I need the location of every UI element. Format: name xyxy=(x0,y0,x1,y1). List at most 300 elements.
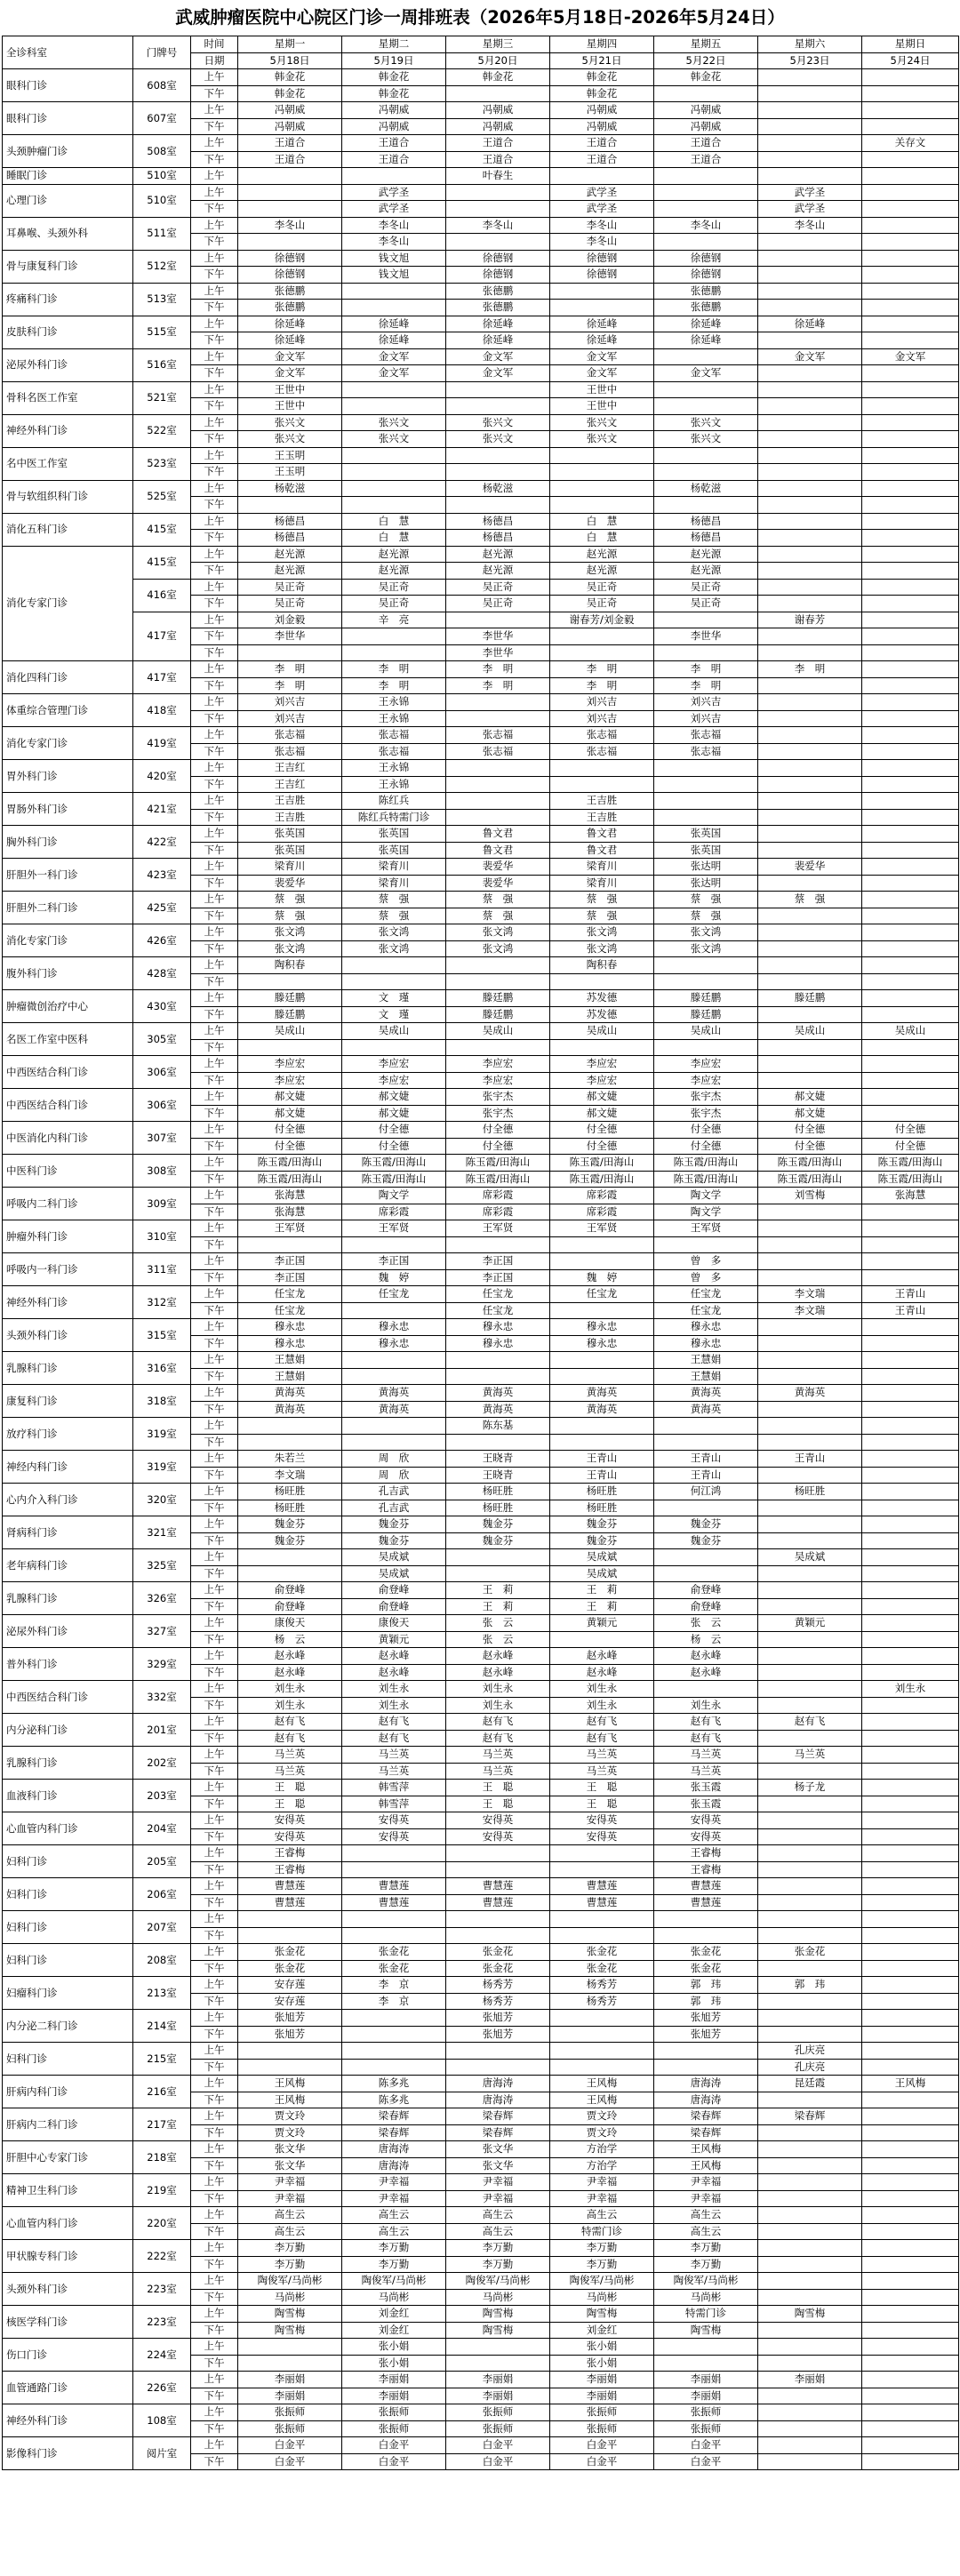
doctor-cell xyxy=(342,957,446,974)
doctor-cell: 吴成斌 xyxy=(342,1549,446,1566)
doctor-cell xyxy=(758,2256,862,2273)
session-label: 下午 xyxy=(191,2157,238,2174)
doctor-cell xyxy=(342,497,446,514)
department-name: 呼吸内二科门诊 xyxy=(3,1188,133,1220)
doctor-cell: 白金平 xyxy=(342,2437,446,2454)
doctor-cell xyxy=(342,644,446,661)
doctor-cell xyxy=(238,973,342,990)
doctor-cell xyxy=(654,957,758,974)
room-number: 525室 xyxy=(133,480,191,513)
doctor-cell: 梁春辉 xyxy=(446,2124,550,2141)
department-name: 消化专家门诊 xyxy=(3,924,133,957)
doctor-cell: 张志福 xyxy=(550,727,654,744)
doctor-cell xyxy=(550,1352,654,1369)
doctor-cell: 孔吉武 xyxy=(342,1500,446,1516)
doctor-cell: 张金花 xyxy=(654,1944,758,1961)
room-number: 329室 xyxy=(133,1648,191,1681)
room-number: 223室 xyxy=(133,2306,191,2339)
doctor-cell: 张英国 xyxy=(654,826,758,843)
doctor-cell xyxy=(758,644,862,661)
department-name: 血管通路门诊 xyxy=(3,2372,133,2404)
doctor-cell xyxy=(238,1039,342,1056)
doctor-cell: 李万勤 xyxy=(238,2256,342,2273)
doctor-cell: 唐海涛 xyxy=(654,2092,758,2108)
session-label: 下午 xyxy=(191,1960,238,1977)
doctor-cell: 安存莲 xyxy=(238,1993,342,2010)
room-number: 222室 xyxy=(133,2240,191,2273)
doctor-cell: 张达明 xyxy=(654,875,758,892)
doctor-cell xyxy=(862,1977,959,1994)
doctor-cell: 王世中 xyxy=(550,381,654,398)
doctor-cell: 李文瑞 xyxy=(758,1286,862,1303)
doctor-cell xyxy=(654,1681,758,1698)
doctor-cell xyxy=(758,1861,862,1878)
doctor-cell: 赵永峰 xyxy=(238,1664,342,1681)
doctor-cell: 陶雪梅 xyxy=(550,2306,654,2323)
room-number: 316室 xyxy=(133,1352,191,1385)
doctor-cell: 李正国 xyxy=(446,1269,550,1286)
doctor-cell: 冯朝威 xyxy=(654,102,758,119)
department-name: 胃外科门诊 xyxy=(3,760,133,793)
doctor-cell xyxy=(758,940,862,957)
doctor-cell: 李世华 xyxy=(238,628,342,645)
doctor-cell xyxy=(446,464,550,481)
room-number: 305室 xyxy=(133,1023,191,1056)
doctor-cell xyxy=(550,628,654,645)
doctor-cell: 赵永峰 xyxy=(238,1648,342,1665)
room-number: 521室 xyxy=(133,381,191,414)
doctor-cell xyxy=(862,776,959,793)
session-label: 上午 xyxy=(191,1418,238,1435)
doctor-cell: 裴爱华 xyxy=(446,875,550,892)
doctor-cell: 李 明 xyxy=(550,661,654,678)
doctor-cell xyxy=(862,250,959,267)
schedule-row xyxy=(3,2437,959,2454)
session-label: 下午 xyxy=(191,1434,238,1451)
doctor-cell xyxy=(446,1236,550,1253)
doctor-cell xyxy=(862,1451,959,1468)
doctor-cell: 张德鹏 xyxy=(238,283,342,300)
doctor-cell: 赵有飞 xyxy=(550,1730,654,1747)
doctor-cell: 吴正奇 xyxy=(238,596,342,612)
doctor-cell: 滕廷鹏 xyxy=(238,990,342,1007)
doctor-cell: 黄海英 xyxy=(446,1385,550,1402)
session-label: 下午 xyxy=(191,1335,238,1352)
doctor-cell xyxy=(654,760,758,777)
room-number: 220室 xyxy=(133,2207,191,2240)
doctor-cell: 郝文婕 xyxy=(342,1105,446,1122)
room-number: 508室 xyxy=(133,135,191,168)
doctor-cell xyxy=(758,414,862,431)
doctor-cell: 赵光源 xyxy=(550,563,654,580)
doctor-cell: 钱文旭 xyxy=(342,250,446,267)
session-label: 上午 xyxy=(191,793,238,810)
doctor-cell: 张文华 xyxy=(446,2157,550,2174)
doctor-cell: 蔡 强 xyxy=(550,892,654,908)
doctor-cell: 王 莉 xyxy=(550,1598,654,1615)
doctor-cell: 蔡 强 xyxy=(238,908,342,924)
doctor-cell: 安得英 xyxy=(342,1828,446,1845)
header-weekday: 星期五 xyxy=(654,36,758,53)
session-label: 上午 xyxy=(191,1385,238,1402)
session-label: 上午 xyxy=(191,513,238,530)
room-number: 阅片室 xyxy=(133,2437,191,2470)
doctor-cell: 李 明 xyxy=(238,661,342,678)
doctor-cell: 吴正奇 xyxy=(342,579,446,596)
doctor-cell xyxy=(758,727,862,744)
doctor-cell: 陈玉霞/田海山 xyxy=(758,1171,862,1188)
doctor-cell: 梁春辉 xyxy=(342,2108,446,2125)
doctor-cell: 陶雪梅 xyxy=(238,2322,342,2339)
doctor-cell xyxy=(654,1434,758,1451)
doctor-cell: 李应宏 xyxy=(342,1056,446,1073)
doctor-cell: 刘兴吉 xyxy=(238,694,342,711)
doctor-cell xyxy=(654,201,758,218)
doctor-cell xyxy=(758,85,862,102)
schedule-table xyxy=(2,36,959,2470)
doctor-cell: 金文军 xyxy=(238,348,342,365)
doctor-cell xyxy=(862,2273,959,2290)
doctor-cell xyxy=(758,1648,862,1665)
department-name: 精神卫生科门诊 xyxy=(3,2174,133,2207)
doctor-cell: 鲁文君 xyxy=(446,826,550,843)
schedule-row xyxy=(3,2108,959,2125)
doctor-cell: 张文鸿 xyxy=(446,940,550,957)
doctor-cell: 郭 玮 xyxy=(654,1993,758,2010)
doctor-cell: 马兰英 xyxy=(758,1747,862,1764)
doctor-cell xyxy=(862,1697,959,1714)
doctor-cell xyxy=(758,464,862,481)
doctor-cell: 李 明 xyxy=(238,677,342,694)
doctor-cell: 张 云 xyxy=(654,1615,758,1632)
doctor-cell: 吴正奇 xyxy=(446,596,550,612)
schedule-row xyxy=(3,513,959,530)
schedule-row xyxy=(3,579,959,596)
session-label: 下午 xyxy=(191,234,238,251)
doctor-cell: 赵有飞 xyxy=(654,1714,758,1731)
department-name: 胃肠外科门诊 xyxy=(3,793,133,826)
doctor-cell xyxy=(342,480,446,497)
doctor-cell xyxy=(862,497,959,514)
doctor-cell: 蔡 强 xyxy=(550,908,654,924)
doctor-cell xyxy=(758,1911,862,1928)
doctor-cell xyxy=(862,2437,959,2454)
doctor-cell: 徐延峰 xyxy=(446,316,550,332)
schedule-row xyxy=(3,1188,959,1204)
doctor-cell: 金文军 xyxy=(758,348,862,365)
room-number: 523室 xyxy=(133,447,191,480)
doctor-cell: 付全德 xyxy=(862,1122,959,1139)
department-name: 头颈外科门诊 xyxy=(3,2273,133,2306)
doctor-cell: 王青山 xyxy=(550,1467,654,1484)
doctor-cell: 高生云 xyxy=(550,2207,654,2224)
doctor-cell: 陶雪梅 xyxy=(758,2306,862,2323)
room-number: 516室 xyxy=(133,348,191,381)
doctor-cell: 李应宏 xyxy=(654,1072,758,1089)
doctor-cell: 王道合 xyxy=(654,151,758,168)
doctor-cell xyxy=(862,826,959,843)
doctor-cell: 张文鸿 xyxy=(654,940,758,957)
doctor-cell xyxy=(758,1056,862,1073)
doctor-cell: 杨子龙 xyxy=(758,1780,862,1796)
doctor-cell xyxy=(654,776,758,793)
doctor-cell: 张旭芳 xyxy=(446,2010,550,2027)
doctor-cell: 王睿梅 xyxy=(654,1845,758,1862)
doctor-cell xyxy=(550,283,654,300)
doctor-cell: 吴正奇 xyxy=(550,579,654,596)
doctor-cell: 王玉明 xyxy=(238,447,342,464)
doctor-cell: 陶俊军/马尚彬 xyxy=(550,2273,654,2290)
doctor-cell xyxy=(758,381,862,398)
doctor-cell: 吴成山 xyxy=(238,1023,342,1040)
doctor-cell xyxy=(862,480,959,497)
department-name: 头颈肿瘤门诊 xyxy=(3,135,133,168)
doctor-cell xyxy=(550,2010,654,2027)
doctor-cell xyxy=(446,1434,550,1451)
doctor-cell: 冯朝威 xyxy=(238,118,342,135)
doctor-cell xyxy=(862,1911,959,1928)
doctor-cell: 方治学 xyxy=(550,2141,654,2158)
session-label: 下午 xyxy=(191,809,238,826)
doctor-cell xyxy=(342,2026,446,2043)
session-label: 上午 xyxy=(191,217,238,234)
session-label: 上午 xyxy=(191,1056,238,1073)
doctor-cell: 赵光源 xyxy=(446,546,550,563)
doctor-cell xyxy=(862,2306,959,2323)
doctor-cell: 魏金芬 xyxy=(238,1516,342,1533)
doctor-cell xyxy=(862,1615,959,1632)
doctor-cell: 曹慧莲 xyxy=(550,1894,654,1911)
doctor-cell: 王 聪 xyxy=(446,1780,550,1796)
doctor-cell xyxy=(550,1039,654,1056)
doctor-cell xyxy=(342,1236,446,1253)
department-name: 疼痛科门诊 xyxy=(3,283,133,316)
doctor-cell: 马兰英 xyxy=(654,1763,758,1780)
doctor-cell: 贾文玲 xyxy=(238,2108,342,2125)
doctor-cell: 冯朝威 xyxy=(550,102,654,119)
schedule-row xyxy=(3,480,959,497)
doctor-cell: 刘兴吉 xyxy=(654,710,758,727)
session-label: 上午 xyxy=(191,168,238,185)
session-label: 上午 xyxy=(191,1220,238,1237)
session-label: 上午 xyxy=(191,1944,238,1961)
doctor-cell xyxy=(446,1039,550,1056)
doctor-cell: 吴正奇 xyxy=(550,596,654,612)
doctor-cell: 何江鸿 xyxy=(654,1484,758,1500)
schedule-row xyxy=(3,283,959,300)
doctor-cell: 王青山 xyxy=(758,1451,862,1468)
doctor-cell: 吴成斌 xyxy=(550,1549,654,1566)
doctor-cell: 金文军 xyxy=(238,365,342,382)
doctor-cell xyxy=(550,973,654,990)
session-label: 上午 xyxy=(191,1319,238,1336)
doctor-cell xyxy=(862,1927,959,1944)
schedule-row xyxy=(3,2141,959,2158)
doctor-cell xyxy=(862,596,959,612)
doctor-cell xyxy=(758,118,862,135)
doctor-cell: 安得英 xyxy=(446,1812,550,1829)
doctor-cell: 张金花 xyxy=(446,1960,550,1977)
doctor-cell: 韩金花 xyxy=(238,69,342,86)
doctor-cell: 钱文旭 xyxy=(342,267,446,284)
schedule-row xyxy=(3,1878,959,1895)
doctor-cell xyxy=(758,1516,862,1533)
schedule-row xyxy=(3,546,959,563)
doctor-cell: 韩金花 xyxy=(238,85,342,102)
doctor-cell: 陶俊军/马尚彬 xyxy=(446,2273,550,2290)
doctor-cell xyxy=(654,398,758,415)
doctor-cell: 黄海英 xyxy=(446,1401,550,1418)
doctor-cell: 贾文玲 xyxy=(550,2124,654,2141)
department-name: 肿瘤外科门诊 xyxy=(3,1220,133,1253)
doctor-cell: 穆永忠 xyxy=(342,1335,446,1352)
doctor-cell: 王风梅 xyxy=(862,2076,959,2092)
doctor-cell: 刘生永 xyxy=(342,1697,446,1714)
doctor-cell: 梁春辉 xyxy=(758,2108,862,2125)
doctor-cell: 白金平 xyxy=(654,2437,758,2454)
doctor-cell: 李应宏 xyxy=(446,1072,550,1089)
session-label: 下午 xyxy=(191,644,238,661)
doctor-cell: 杨旺胜 xyxy=(550,1484,654,1500)
doctor-cell: 杨乾滋 xyxy=(238,480,342,497)
doctor-cell: 特需门诊 xyxy=(654,2306,758,2323)
room-number: 422室 xyxy=(133,826,191,859)
doctor-cell xyxy=(862,447,959,464)
doctor-cell xyxy=(758,1236,862,1253)
session-label: 下午 xyxy=(191,2453,238,2470)
doctor-cell xyxy=(862,1812,959,1829)
doctor-cell: 付全德 xyxy=(446,1122,550,1139)
doctor-cell: 曾 多 xyxy=(654,1269,758,1286)
schedule-row xyxy=(3,1747,959,1764)
room-number: 423室 xyxy=(133,859,191,892)
doctor-cell: 杨 云 xyxy=(238,1631,342,1648)
doctor-cell: 黄颖元 xyxy=(342,1631,446,1648)
doctor-cell: 曹慧莲 xyxy=(238,1894,342,1911)
doctor-cell: 王世中 xyxy=(550,398,654,415)
doctor-cell: 张海慧 xyxy=(238,1188,342,1204)
doctor-cell xyxy=(862,414,959,431)
doctor-cell xyxy=(862,1319,959,1336)
doctor-cell: 李 明 xyxy=(342,661,446,678)
session-label: 上午 xyxy=(191,1352,238,1369)
doctor-cell xyxy=(862,677,959,694)
doctor-cell: 张宇杰 xyxy=(446,1105,550,1122)
doctor-cell: 李丽娟 xyxy=(446,2388,550,2404)
doctor-cell: 赵永峰 xyxy=(446,1664,550,1681)
session-label: 上午 xyxy=(191,2174,238,2191)
room-number: 428室 xyxy=(133,957,191,990)
doctor-cell xyxy=(654,1236,758,1253)
doctor-cell xyxy=(758,2404,862,2421)
session-label: 上午 xyxy=(191,1878,238,1895)
doctor-cell xyxy=(550,1236,654,1253)
doctor-cell: 王慧娟 xyxy=(238,1368,342,1385)
doctor-cell: 吴成山 xyxy=(758,1023,862,1040)
doctor-cell xyxy=(654,348,758,365)
doctor-cell xyxy=(446,1368,550,1385)
doctor-cell: 安得英 xyxy=(654,1828,758,1845)
doctor-cell: 张英国 xyxy=(238,842,342,859)
doctor-cell xyxy=(238,201,342,218)
department-name: 中西医结合科门诊 xyxy=(3,1056,133,1089)
doctor-cell: 席彩霞 xyxy=(550,1188,654,1204)
doctor-cell: 张小娟 xyxy=(550,2355,654,2372)
schedule-row xyxy=(3,2339,959,2356)
room-number: 608室 xyxy=(133,69,191,102)
doctor-cell: 赵有飞 xyxy=(342,1730,446,1747)
session-label: 上午 xyxy=(191,283,238,300)
doctor-cell: 王军贤 xyxy=(446,1220,550,1237)
department-name: 康复科门诊 xyxy=(3,1385,133,1418)
doctor-cell: 赵永峰 xyxy=(654,1648,758,1665)
doctor-cell: 吴成山 xyxy=(654,1023,758,1040)
doctor-cell xyxy=(758,1697,862,1714)
doctor-cell xyxy=(446,1352,550,1369)
doctor-cell: 付全德 xyxy=(758,1122,862,1139)
doctor-cell: 李应宏 xyxy=(238,1072,342,1089)
department-name: 乳腺科门诊 xyxy=(3,1582,133,1615)
session-label: 上午 xyxy=(191,1122,238,1139)
doctor-cell: 安得英 xyxy=(238,1828,342,1845)
doctor-cell xyxy=(446,1549,550,1566)
room-number: 201室 xyxy=(133,1714,191,1747)
doctor-cell xyxy=(862,398,959,415)
doctor-cell xyxy=(758,694,862,711)
doctor-cell: 吴成山 xyxy=(550,1023,654,1040)
session-label: 上午 xyxy=(191,102,238,119)
doctor-cell: 曹慧莲 xyxy=(654,1878,758,1895)
doctor-cell: 张志福 xyxy=(446,743,550,760)
doctor-cell: 韩金花 xyxy=(446,69,550,86)
header-time: 时间 xyxy=(191,36,238,53)
doctor-cell: 王 莉 xyxy=(446,1582,550,1599)
doctor-cell xyxy=(758,973,862,990)
room-number: 224室 xyxy=(133,2339,191,2372)
doctor-cell xyxy=(862,1861,959,1878)
doctor-cell xyxy=(862,201,959,218)
doctor-cell: 任宝龙 xyxy=(342,1286,446,1303)
doctor-cell: 张德鹏 xyxy=(654,300,758,316)
room-number: 319室 xyxy=(133,1418,191,1451)
schedule-row xyxy=(3,184,959,201)
schedule-row xyxy=(3,1155,959,1172)
doctor-cell: 金文军 xyxy=(862,348,959,365)
doctor-cell xyxy=(238,2339,342,2356)
doctor-cell: 徐德钢 xyxy=(446,267,550,284)
session-label: 下午 xyxy=(191,908,238,924)
doctor-cell: 武学圣 xyxy=(550,184,654,201)
doctor-cell: 张 云 xyxy=(446,1615,550,1632)
doctor-cell: 马兰英 xyxy=(446,1763,550,1780)
doctor-cell: 梁育川 xyxy=(550,859,654,876)
doctor-cell xyxy=(862,957,959,974)
doctor-cell: 王青山 xyxy=(862,1302,959,1319)
schedule-row xyxy=(3,924,959,941)
doctor-cell: 郝文婕 xyxy=(758,1105,862,1122)
doctor-cell: 滕廷鹏 xyxy=(654,990,758,1007)
doctor-cell: 李应宏 xyxy=(238,1056,342,1073)
doctor-cell xyxy=(862,431,959,448)
doctor-cell: 曹慧莲 xyxy=(654,1894,758,1911)
schedule-row xyxy=(3,102,959,119)
doctor-cell: 郝文婕 xyxy=(238,1089,342,1106)
doctor-cell: 王 聪 xyxy=(446,1796,550,1812)
doctor-cell xyxy=(654,85,758,102)
session-label: 下午 xyxy=(191,1204,238,1220)
doctor-cell: 高生云 xyxy=(342,2207,446,2224)
session-label: 下午 xyxy=(191,710,238,727)
